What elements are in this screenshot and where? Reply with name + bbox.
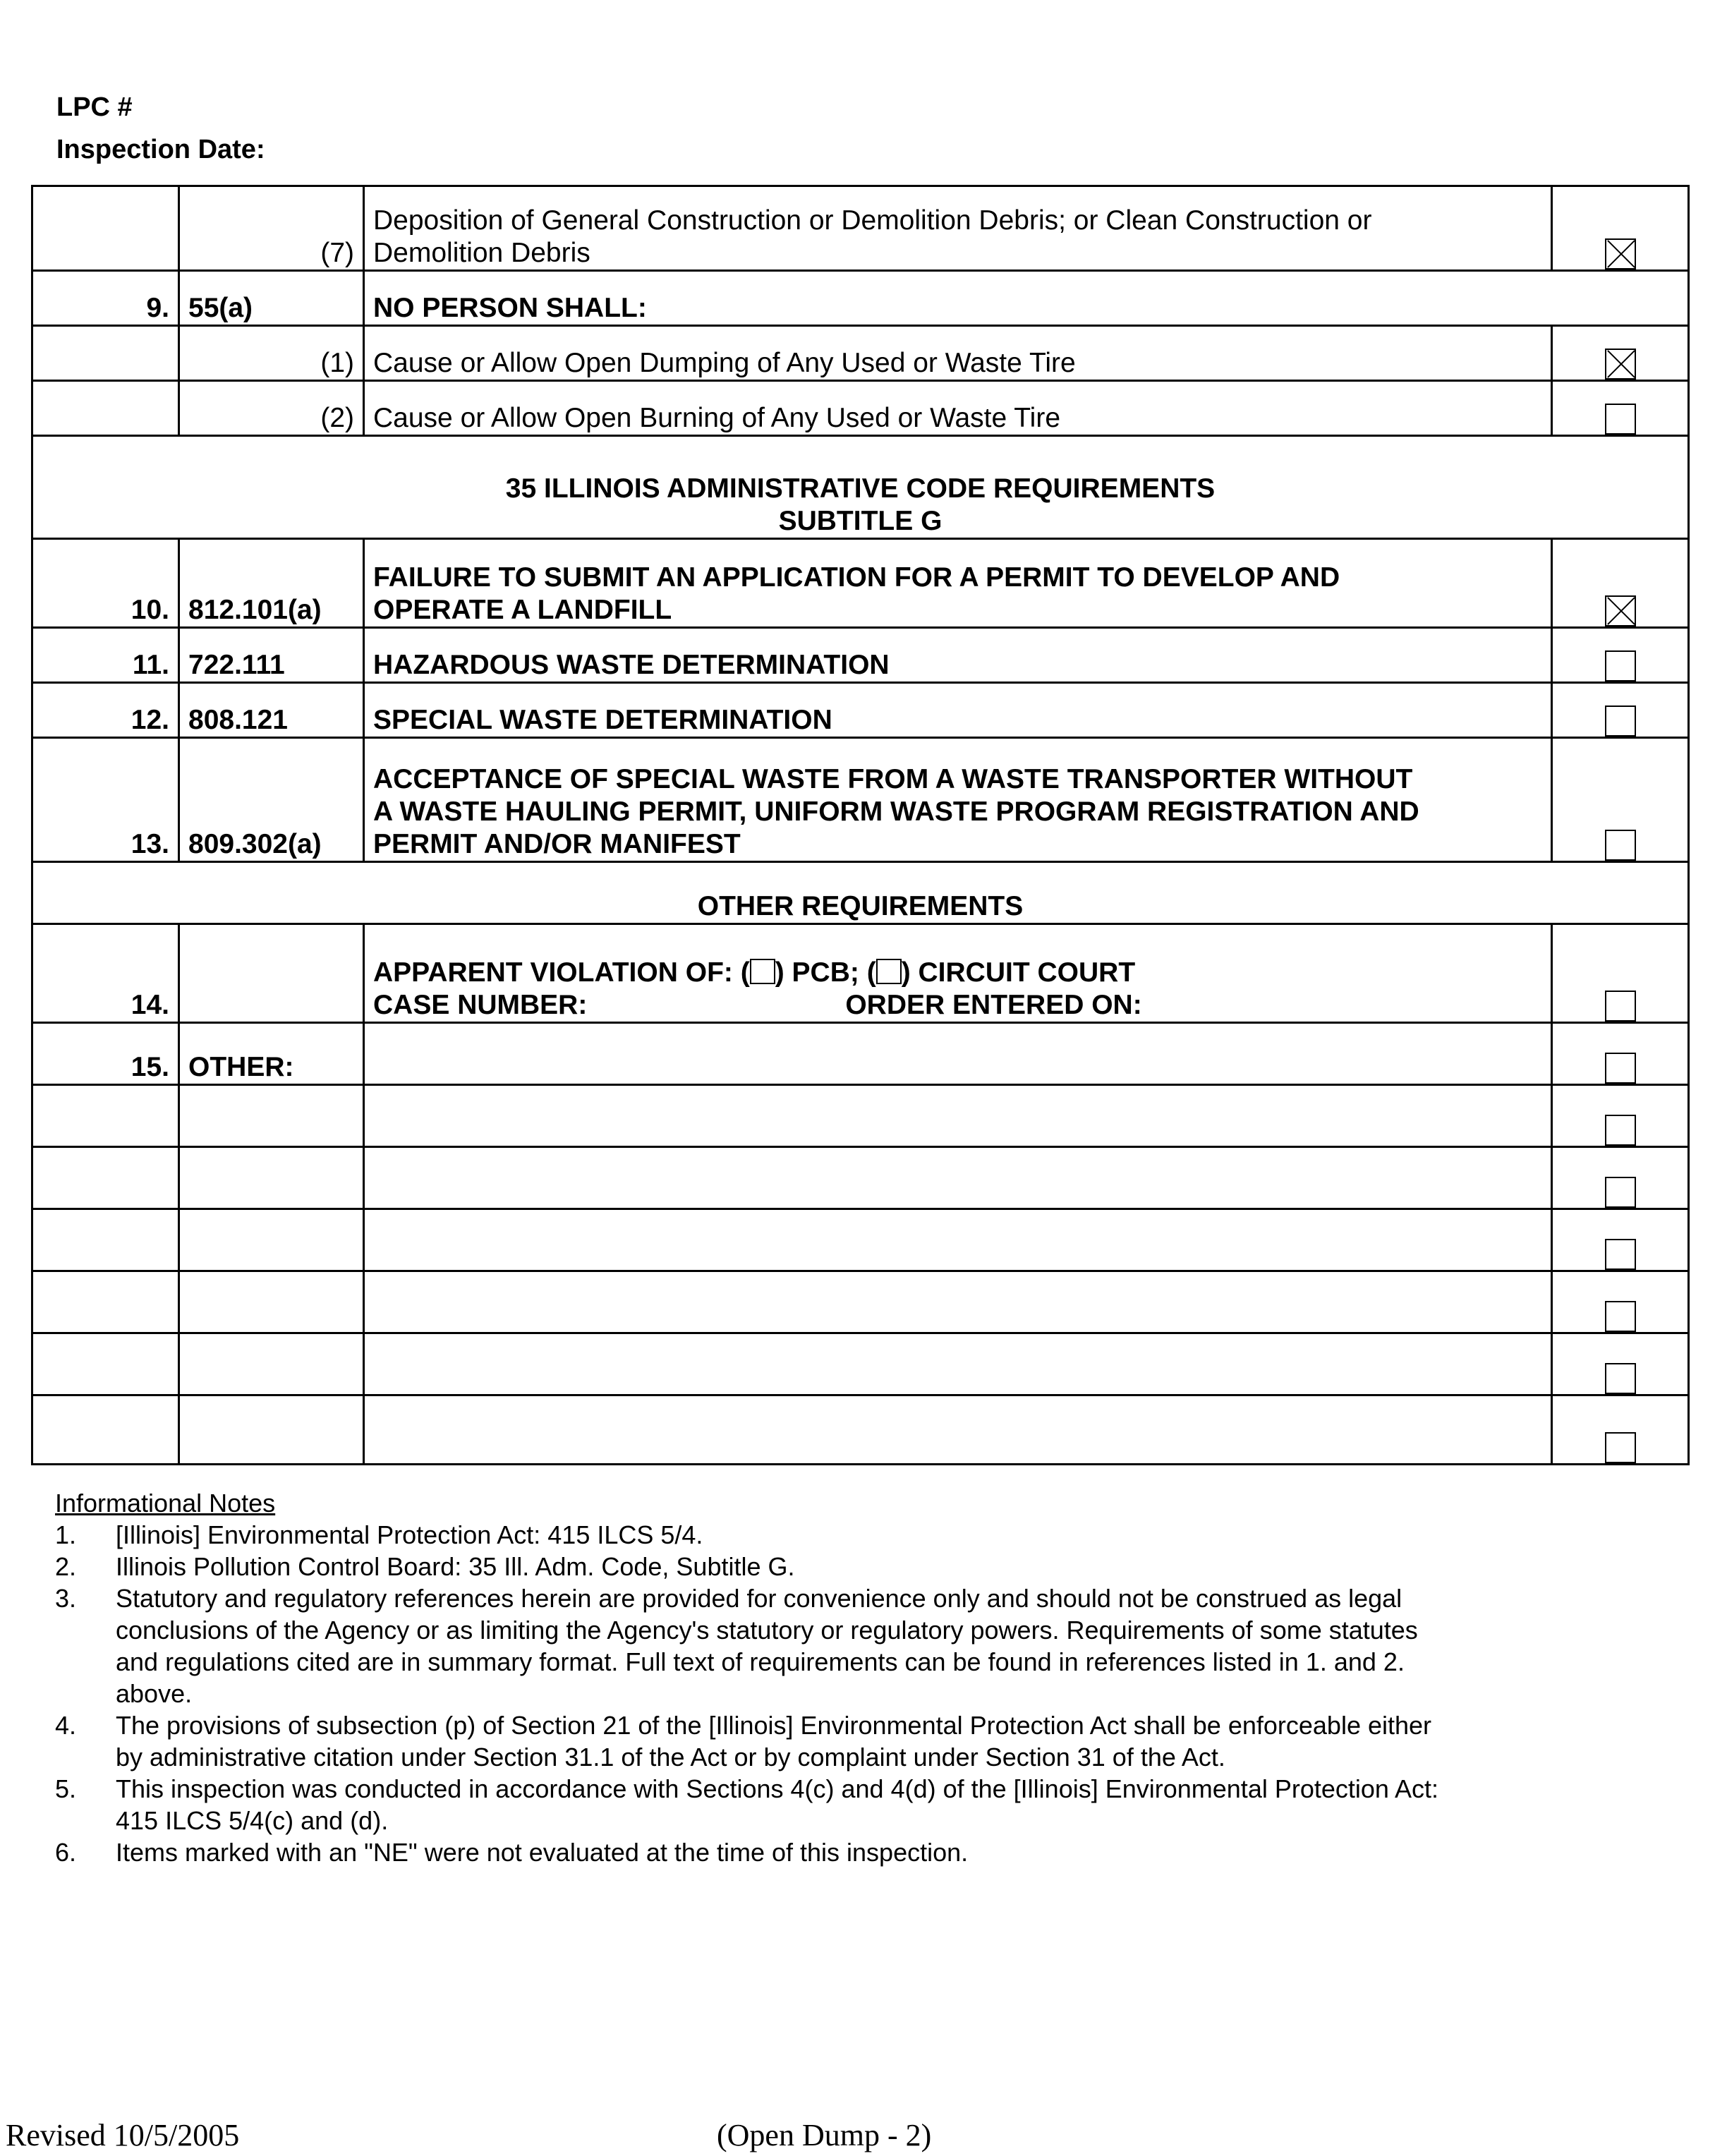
blank-cell bbox=[32, 1147, 179, 1209]
row-number-cell bbox=[32, 381, 179, 436]
checked-checkbox-icon[interactable] bbox=[1605, 349, 1636, 380]
requirements-checklist bbox=[31, 185, 1690, 1465]
notes-title: Informational Notes bbox=[55, 1489, 276, 1518]
blank-cell bbox=[32, 1271, 179, 1333]
checkbox-icon[interactable] bbox=[1605, 705, 1636, 737]
section-title-line: 35 ILLINOIS ADMINISTRATIVE CODE REQUIREMENTS bbox=[505, 473, 1216, 504]
section-title-line: SUBTITLE G bbox=[778, 506, 943, 536]
case-number-line bbox=[373, 989, 1542, 1022]
blank-row bbox=[32, 1147, 1689, 1209]
note-item bbox=[55, 1836, 1678, 1868]
row-number: 12. bbox=[32, 683, 179, 738]
note-number: 1. bbox=[55, 1520, 77, 1549]
row-7 bbox=[32, 186, 1689, 271]
note-item bbox=[55, 1773, 1678, 1836]
note-line: Items marked with an "NE" were not evaluated at the time of this inspection. bbox=[116, 1838, 969, 1867]
revision-date: Revised 10/5/2005 bbox=[6, 2118, 240, 2152]
row-description: HAZARDOUS WASTE DETERMINATION bbox=[364, 628, 1552, 683]
notes-list bbox=[55, 1519, 1678, 1868]
blank-entry-field[interactable] bbox=[364, 1147, 1552, 1209]
checkbox-icon[interactable] bbox=[1605, 1053, 1636, 1084]
note-number: 3. bbox=[55, 1584, 77, 1613]
row-description: Cause or Allow Open Dumping of Any Used or Waste Tire bbox=[364, 326, 1552, 381]
note-line: 415 ILCS 5/4(c) and (d). bbox=[116, 1806, 389, 1835]
row-description bbox=[364, 186, 1552, 271]
checkbox-cell[interactable] bbox=[1552, 1271, 1689, 1333]
blank-cell bbox=[179, 1209, 364, 1271]
circuit-court-checkbox-icon[interactable] bbox=[876, 959, 902, 984]
blank-entry-field[interactable] bbox=[364, 1395, 1552, 1465]
row-description bbox=[364, 539, 1552, 628]
row-sub-ref: (1) bbox=[179, 326, 364, 381]
checkbox-icon[interactable] bbox=[1605, 404, 1636, 435]
checkbox-icon[interactable] bbox=[1605, 650, 1636, 682]
blank-cell bbox=[32, 1085, 179, 1147]
checkbox-cell[interactable] bbox=[1552, 381, 1689, 436]
note-item bbox=[55, 1709, 1678, 1773]
row-number-cell bbox=[32, 186, 179, 271]
row-statute-ref: 55(a) bbox=[179, 271, 364, 326]
circuit-court-label: ) CIRCUIT COURT bbox=[901, 957, 1136, 988]
checkbox-icon[interactable] bbox=[1605, 1115, 1636, 1146]
blank-cell bbox=[179, 1271, 364, 1333]
blank-row bbox=[32, 1209, 1689, 1271]
checkbox-cell[interactable] bbox=[1552, 738, 1689, 862]
blank-row bbox=[32, 1271, 1689, 1333]
apparent-violation-label: APPARENT VIOLATION OF: ( bbox=[373, 957, 750, 988]
checkbox-cell[interactable] bbox=[1552, 326, 1689, 381]
row-9-2 bbox=[32, 381, 1689, 436]
apparent-violation-line bbox=[373, 957, 1542, 989]
checkbox-cell[interactable] bbox=[1552, 683, 1689, 738]
blank-row bbox=[32, 1333, 1689, 1395]
blank-cell bbox=[179, 1395, 364, 1465]
row-statute-ref-empty bbox=[179, 924, 364, 1023]
row-statute-ref: 722.111 bbox=[179, 628, 364, 683]
blank-cell bbox=[32, 1209, 179, 1271]
checkbox-cell[interactable] bbox=[1552, 1395, 1689, 1465]
blank-entry-field[interactable] bbox=[364, 1271, 1552, 1333]
note-line: above. bbox=[116, 1679, 193, 1708]
checked-checkbox-icon[interactable] bbox=[1605, 238, 1636, 270]
checkbox-cell[interactable] bbox=[1552, 924, 1689, 1023]
note-line: [Illinois] Environmental Protection Act: 415 ILCS 5/4. bbox=[116, 1520, 703, 1549]
checkbox-cell[interactable] bbox=[1552, 1209, 1689, 1271]
note-line: Statutory and regulatory references herein are provided for convenience only and should not be construed as legal bbox=[116, 1584, 1402, 1613]
checkbox-icon[interactable] bbox=[1605, 830, 1636, 861]
checkbox-cell[interactable] bbox=[1552, 1085, 1689, 1147]
note-line: Illinois Pollution Control Board: 35 Ill. Adm. Code, Subtitle G. bbox=[116, 1552, 795, 1581]
blank-cell bbox=[179, 1085, 364, 1147]
row-9-1 bbox=[32, 326, 1689, 381]
row-statute-ref: OTHER: bbox=[179, 1023, 364, 1085]
checked-checkbox-icon[interactable] bbox=[1605, 595, 1636, 626]
section-other bbox=[32, 862, 1689, 924]
row-number: 10. bbox=[32, 539, 179, 628]
blank-cell bbox=[179, 1147, 364, 1209]
note-line: This inspection was conducted in accordance with Sections 4(c) and 4(d) of the [Illinois] Environmental Protection Act: bbox=[116, 1774, 1438, 1803]
pcb-checkbox-icon[interactable] bbox=[750, 959, 775, 984]
section-heading bbox=[32, 436, 1689, 539]
row-14 bbox=[32, 924, 1689, 1023]
note-number: 2. bbox=[55, 1552, 77, 1581]
row-statute-ref: 809.302(a) bbox=[179, 738, 364, 862]
checkbox-cell[interactable] bbox=[1552, 186, 1689, 271]
checkbox-icon[interactable] bbox=[1605, 1239, 1636, 1270]
row-11 bbox=[32, 628, 1689, 683]
pcb-label: ) PCB; ( bbox=[775, 957, 876, 988]
row-description: Cause or Allow Open Burning of Any Used or Waste Tire bbox=[364, 381, 1552, 436]
checkbox-cell[interactable] bbox=[1552, 539, 1689, 628]
row-15 bbox=[32, 1023, 1689, 1085]
blank-row bbox=[32, 1395, 1689, 1465]
checkbox-cell[interactable] bbox=[1552, 1147, 1689, 1209]
section-heading: OTHER REQUIREMENTS bbox=[32, 862, 1689, 924]
checkbox-icon[interactable] bbox=[1605, 1432, 1636, 1463]
checkbox-icon[interactable] bbox=[1605, 1363, 1636, 1394]
note-number: 6. bbox=[55, 1838, 77, 1867]
note-number: 4. bbox=[55, 1711, 77, 1740]
note-line: The provisions of subsection (p) of Section 21 of the [Illinois] Environmental Protection Act shall be enforceable either bbox=[116, 1711, 1432, 1740]
row-statute-ref: 808.121 bbox=[179, 683, 364, 738]
note-line: and regulations cited are in summary format. Full text of requirements can be found in references listed in 1. and 2. bbox=[116, 1647, 1405, 1676]
row-sub-ref: (7) bbox=[179, 186, 364, 271]
row-description bbox=[364, 924, 1552, 1023]
row-statute-ref: 812.101(a) bbox=[179, 539, 364, 628]
blank-row bbox=[32, 1085, 1689, 1147]
description-line: ACCEPTANCE OF SPECIAL WASTE FROM A WASTE TRANSPORTER WITHOUT bbox=[373, 764, 1413, 794]
row-number: 11. bbox=[32, 628, 179, 683]
order-entered-label: ORDER ENTERED ON: bbox=[845, 990, 1142, 1020]
note-line: conclusions of the Agency or as limiting the Agency's statutory or regulatory powers. Requirements of some statutes bbox=[116, 1616, 1418, 1645]
description-line: FAILURE TO SUBMIT AN APPLICATION FOR A PERMIT TO DEVELOP AND bbox=[373, 562, 1340, 593]
description-line: Deposition of General Construction or Demolition Debris; or Clean Construction or bbox=[373, 205, 1372, 236]
description-line: OPERATE A LANDFILL bbox=[373, 595, 672, 625]
blank-entry-field[interactable] bbox=[364, 1333, 1552, 1395]
section-admin-code bbox=[32, 436, 1689, 539]
lpc-number-label: LPC # bbox=[56, 92, 133, 122]
blank-cell bbox=[32, 1333, 179, 1395]
row-description: SPECIAL WASTE DETERMINATION bbox=[364, 683, 1552, 738]
row-number: 9. bbox=[32, 271, 179, 326]
row-number-cell bbox=[32, 326, 179, 381]
blank-entry-field[interactable] bbox=[364, 1209, 1552, 1271]
note-item bbox=[55, 1519, 1678, 1551]
description-line: A WASTE HAULING PERMIT, UNIFORM WASTE PROGRAM REGISTRATION AND bbox=[373, 797, 1419, 827]
checkbox-icon[interactable] bbox=[1605, 1177, 1636, 1208]
row-number: 14. bbox=[32, 924, 179, 1023]
case-number-label: CASE NUMBER: bbox=[373, 990, 588, 1020]
checkbox-cell[interactable] bbox=[1552, 1333, 1689, 1395]
row-9 bbox=[32, 271, 1689, 326]
row-number: 13. bbox=[32, 738, 179, 862]
note-item bbox=[55, 1582, 1678, 1709]
row-10 bbox=[32, 539, 1689, 628]
informational-notes bbox=[55, 1487, 1678, 1868]
row-description bbox=[364, 738, 1552, 862]
row-12 bbox=[32, 683, 1689, 738]
other-description-field[interactable] bbox=[364, 1023, 1552, 1085]
note-line: by administrative citation under Section 31.1 of the Act or by complaint under Section 31 of the Act. bbox=[116, 1743, 1225, 1772]
blank-cell bbox=[32, 1395, 179, 1465]
row-description: NO PERSON SHALL: bbox=[364, 271, 1689, 326]
note-item bbox=[55, 1551, 1678, 1582]
blank-entry-field[interactable] bbox=[364, 1085, 1552, 1147]
row-sub-ref: (2) bbox=[179, 381, 364, 436]
row-13 bbox=[32, 738, 1689, 862]
note-number: 5. bbox=[55, 1774, 77, 1803]
description-line: Demolition Debris bbox=[373, 238, 590, 268]
checkbox-cell[interactable] bbox=[1552, 1023, 1689, 1085]
checkbox-icon[interactable] bbox=[1605, 1301, 1636, 1332]
form-page-label: (Open Dump - 2) bbox=[717, 2118, 932, 2152]
description-line: PERMIT AND/OR MANIFEST bbox=[373, 829, 741, 859]
row-number: 15. bbox=[32, 1023, 179, 1085]
checkbox-icon[interactable] bbox=[1605, 991, 1636, 1022]
checkbox-cell[interactable] bbox=[1552, 628, 1689, 683]
inspection-date-label: Inspection Date: bbox=[56, 135, 265, 164]
blank-cell bbox=[179, 1333, 364, 1395]
